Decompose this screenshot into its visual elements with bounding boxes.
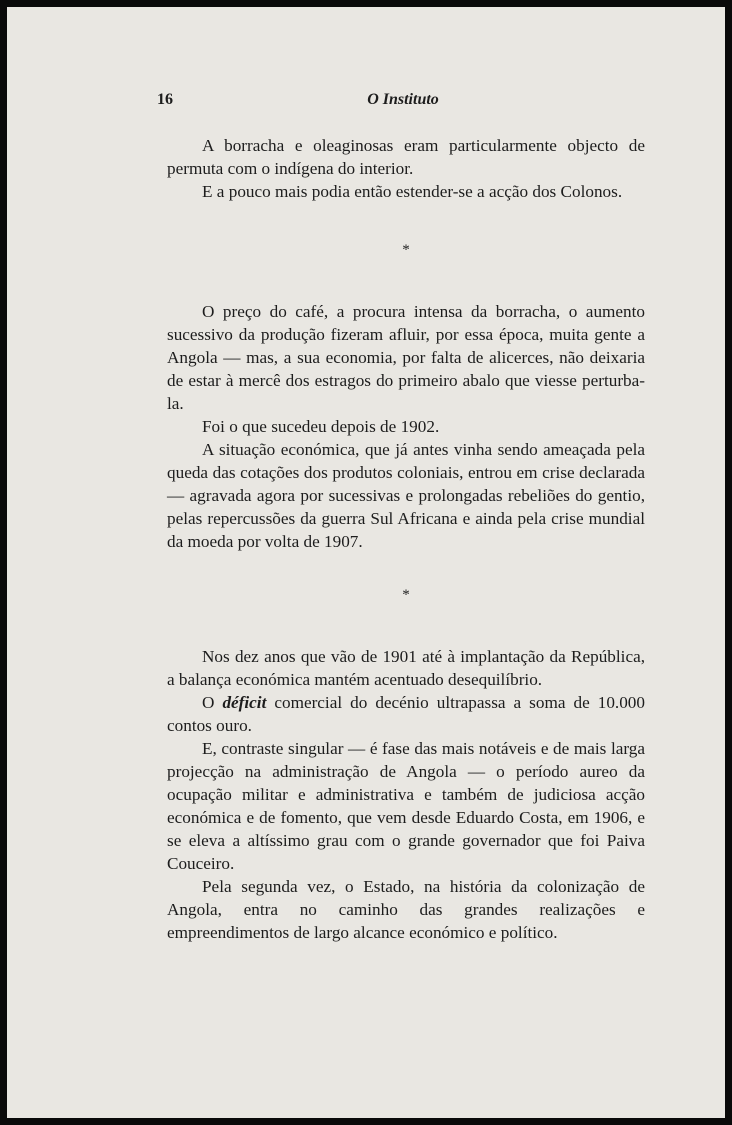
section-republica <box>167 645 645 944</box>
paragraph-contraste-singular: E, contraste singular — é fase das mais notáveis e de mais larga projecção na administração de Angola — o período aureo da ocupação militar e administrativa e também de judiciosa acção económica e de fomento, que vem desde Eduardo Costa, em 1906, e se eleva a altíssimo grau com o grande governador que foi Paiva Couceiro. <box>167 739 645 873</box>
paragraph-situacao-economica: A situação económica, que já antes vinha sendo ameaçada pela queda das cotações dos produtos coloniais, entrou em crise declarada — agravada agora por sucessivas e prolongadas rebeliões do gentio, pelas repercussões da guerra Sul Africana e ainda pela crise mundial da moeda por volta de 1907. <box>167 440 645 551</box>
section-separator-2: * <box>402 587 410 603</box>
paragraph-colonos: E a pouco mais podia então estender-se a acção dos Colonos. <box>202 182 623 201</box>
deficit-text-after: comercial do decénio ultrapassa a soma de 10.000 contos ouro. <box>167 693 645 735</box>
paragraph-1902: Foi o que sucedeu depois de 1902. <box>202 417 440 436</box>
section-crise <box>167 300 645 553</box>
paragraph-deficit <box>167 691 645 737</box>
paragraph-balanca-economica: Nos dez anos que vão de 1901 até à implantação da República, a balança económica mantém acentuado desequilíbrio. <box>167 647 645 689</box>
page-number: 16 <box>157 91 173 108</box>
running-title: O Instituto <box>367 91 439 108</box>
section-separator-1: * <box>402 242 410 258</box>
deficit-text-before: O <box>202 693 223 712</box>
section-colonos <box>167 134 645 203</box>
page-header <box>157 91 649 113</box>
paragraph-borracha: A borracha e oleaginosas eram particularmente objecto de permuta com o indígena do interior. <box>167 136 645 178</box>
deficit-emphasis: déficit <box>222 693 267 712</box>
paragraph-preco-cafe: O preço do café, a procura intensa da borracha, o aumento sucessivo da produção fizeram afluir, por essa época, muita gente a Angola — mas, a sua economia, por falta de alicerces, não deixaria de estar à mercê dos estragos do primeiro abalo que viesse perturba-la. <box>167 302 645 413</box>
paragraph-segunda-vez: Pela segunda vez, o Estado, na história da colonização de Angola, entra no caminho das grandes realizações e empreendimentos de largo alcance económico e político. <box>167 877 645 942</box>
